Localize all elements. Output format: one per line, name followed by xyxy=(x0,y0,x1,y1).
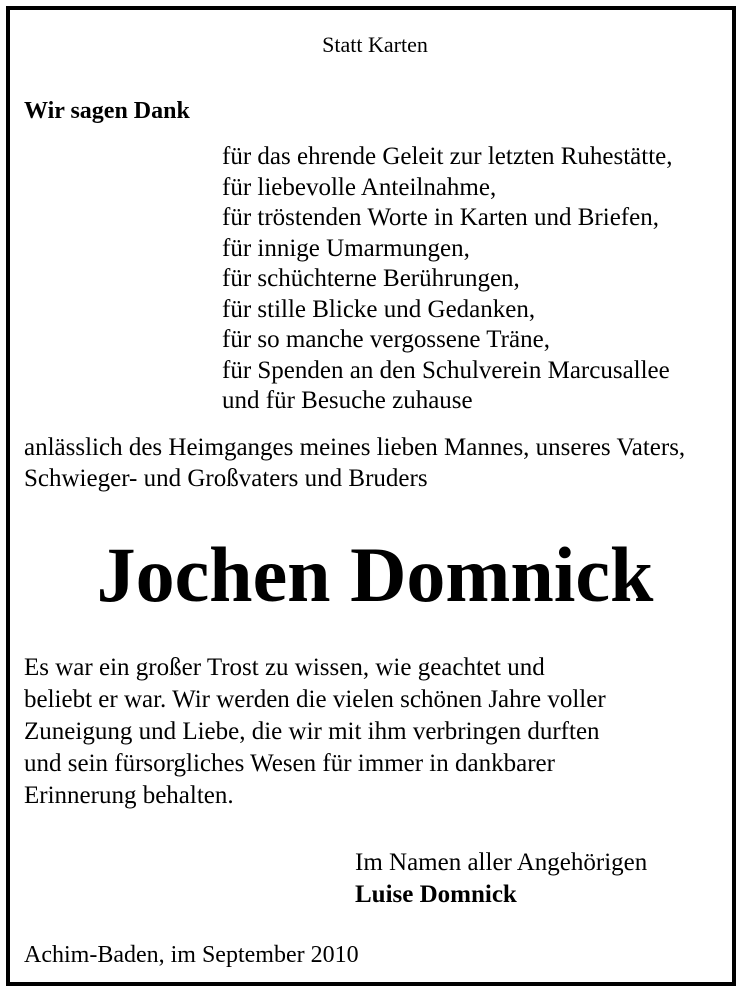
tribute-line: beliebt er war. Wir werden die vielen schönen Jahre voller xyxy=(24,686,606,713)
place-date: Achim-Baden, im September 2010 xyxy=(24,942,359,968)
thanks-line: für stille Blicke und Gedanken, xyxy=(222,295,536,323)
tribute-paragraph xyxy=(24,652,606,812)
occasion-line: anlässlich des Heimganges meines lieben Mannes, unseres Vaters, xyxy=(24,434,686,461)
thanks-line: für das ehrende Geleit zur letzten Ruhestätte, xyxy=(222,143,673,170)
occasion-line: Schwieger- und Großvaters und Bruders xyxy=(24,465,428,492)
signer-name: Luise Domnick xyxy=(355,881,517,908)
on-behalf-line: Im Namen aller Angehörigen xyxy=(355,849,648,876)
tribute-line: Zuneigung und Liebe, die wir mit ihm verbringen durften xyxy=(24,718,600,745)
thanks-line: für liebevolle Anteilnahme, xyxy=(222,173,497,201)
tribute-line: Es war ein großer Trost zu wissen, wie geachtet und xyxy=(24,654,545,681)
occasion-paragraph xyxy=(24,432,685,494)
thanks-list xyxy=(222,142,673,417)
thanks-line: und für Besuche zuhause xyxy=(222,387,473,414)
thanks-line: für tröstenden Worte in Karten und Briefen, xyxy=(222,204,659,231)
thanks-line: für so manche vergossene Träne, xyxy=(222,326,550,353)
thanks-line: für schüchterne Berührungen, xyxy=(222,265,520,292)
thanks-line: für innige Umarmungen, xyxy=(222,234,470,262)
dank-title: Wir sagen Dank xyxy=(24,98,190,124)
tribute-line: Erinnerung behalten. xyxy=(24,782,234,809)
header-statt-karten: Statt Karten xyxy=(322,32,428,57)
deceased-name: Jochen Domnick xyxy=(96,531,654,618)
thanks-line: für Spenden an den Schulverein Marcusallee xyxy=(222,356,670,384)
tribute-line: und sein fürsorgliches Wesen für immer in dankbarer xyxy=(24,750,555,777)
